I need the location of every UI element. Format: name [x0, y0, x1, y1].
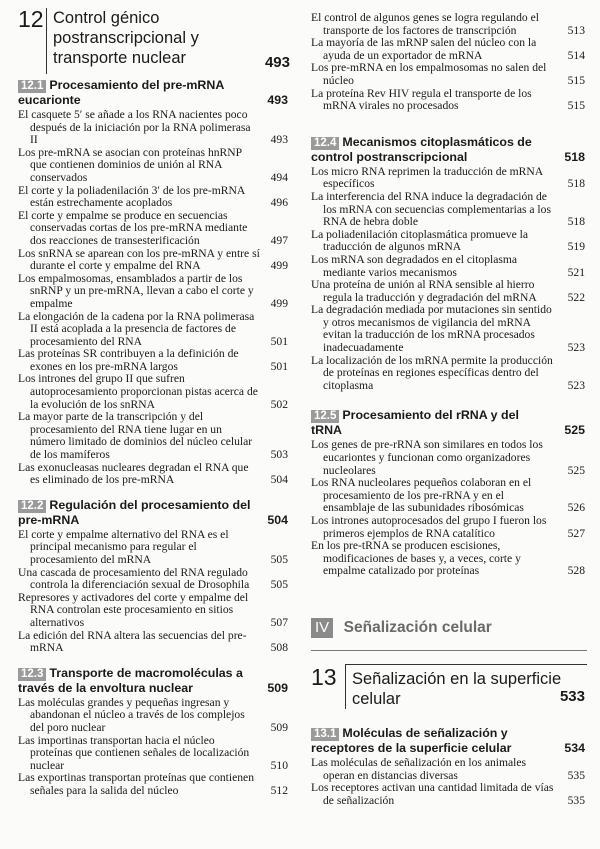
section-heading[interactable]	[18, 666, 290, 695]
toc-entry[interactable]	[18, 529, 290, 567]
entry-page-number: 504	[270, 473, 288, 487]
entry-text: La edición del RNA altera las secuencias del pre-mRNA	[18, 628, 247, 655]
toc-section	[311, 408, 587, 578]
entry-text: La mayoría de las mRNP salen del núcleo con la ayuda de un exportador de mRNA	[311, 36, 537, 62]
entry-text: Los snRNA se aparean con los pre-mRNA y entre sí durante el corte y empalme del RNA	[18, 246, 260, 273]
section-title: Mecanismos citoplasmáticos de control postranscripcional	[311, 134, 532, 164]
section-heading[interactable]	[18, 498, 290, 527]
toc-entry[interactable]	[311, 191, 587, 229]
chapter-page: 533	[559, 687, 585, 705]
toc-entry[interactable]	[18, 567, 290, 592]
entry-page-number: 526	[567, 501, 585, 515]
entry-text: Los mRNA son degradados en el citoplasma mediante varios mecanismos	[311, 252, 518, 279]
section-page-number: 518	[564, 149, 585, 164]
entry-page-number: 519	[567, 240, 585, 254]
toc-section	[18, 666, 290, 798]
toc-entry[interactable]	[18, 411, 290, 461]
section-page-number: 493	[267, 93, 288, 107]
chapter-number: 13	[311, 663, 337, 690]
section-heading[interactable]	[311, 135, 587, 164]
toc-entry[interactable]	[311, 439, 587, 477]
entry-text: Los RNA nucleolares pequeños colaboran en el procesamiento de los pre-rRNA y en el ensamblaje de las subunidades ribosómicas	[311, 476, 532, 515]
toc-entry[interactable]	[18, 373, 290, 411]
toc-entry[interactable]	[311, 62, 587, 87]
entry-page-number: 518	[567, 215, 585, 229]
entry-page-number: 503	[270, 448, 288, 462]
entry-page-number: 499	[270, 296, 288, 310]
chapter-title-line: Señalización en la superficie	[352, 669, 562, 688]
toc-entry[interactable]	[311, 782, 587, 807]
entry-list	[18, 109, 290, 487]
toc-entry[interactable]	[311, 477, 587, 515]
entry-page-number: 493	[270, 133, 288, 147]
entry-text: Las importinas transportan hacia el núcleo proteínas que contienen señales de localización nuclear	[18, 733, 250, 772]
part-title: Señalización celular	[343, 618, 492, 636]
chapter-13-heading	[311, 658, 587, 712]
entry-page-number: 535	[567, 768, 585, 782]
entry-page-number: 514	[567, 48, 585, 62]
entry-text: El casquete 5′ se añade a los RNA nacientes poco después de la iniciación por la RNA polimerasa II	[18, 108, 251, 147]
toc-entry[interactable]	[18, 273, 290, 311]
toc-entry[interactable]	[18, 348, 290, 373]
section-number-badge: 12.1	[18, 80, 46, 93]
entry-page-number: 513	[567, 23, 585, 37]
entry-text: La elongación de la cadena por la RNA polimerasa II está acoplada a la presencia de factores de procesamiento del RNA	[18, 309, 255, 348]
continued-entries	[311, 12, 587, 113]
toc-entry[interactable]	[311, 88, 587, 113]
toc-entry[interactable]	[18, 630, 290, 655]
toc-entry[interactable]	[311, 355, 587, 393]
toc-entry[interactable]	[311, 254, 587, 279]
toc-entry[interactable]	[18, 147, 290, 185]
entry-text: La interferencia del RNA induce la degradación de los mRNA con secuencias complementarias a los RNA de hebra doble	[311, 189, 551, 229]
entry-text: Las proteínas SR contribuyen a la definición de exones en los pre-mRNA largos	[18, 347, 239, 373]
entry-page-number: 528	[567, 564, 585, 578]
section-number-badge: 13.1	[311, 728, 339, 741]
entry-list	[18, 529, 290, 655]
entry-page-number: 508	[270, 641, 288, 655]
part-divider	[311, 650, 587, 651]
entry-text: En los pre-tRNA se producen escisiones, modificaciones de bases y, a veces, corte y empalme catalizado por proteínas	[311, 539, 521, 578]
entry-page-number: 525	[567, 463, 585, 477]
entry-list	[311, 439, 587, 578]
section-heading[interactable]	[18, 78, 290, 107]
entry-page-number: 527	[567, 526, 585, 540]
toc-section	[18, 498, 290, 655]
chapter-title-line: transporte nuclear	[53, 49, 186, 67]
entry-list	[311, 757, 587, 807]
entry-page-number: 515	[567, 73, 585, 87]
entry-page-number: 507	[270, 615, 288, 629]
toc-entry[interactable]	[18, 109, 290, 147]
entry-text: Los pre-mRNA se asocian con proteínas hnRNP que contienen dominios de unión al RNA conservados	[18, 145, 242, 184]
entry-page-number: 502	[270, 397, 288, 411]
entry-page-number: 535	[567, 793, 585, 807]
entry-text: Los receptores activan una cantidad limitada de vías de señalización	[311, 781, 554, 807]
section-title: Moléculas de señalización y receptores de la superficie celular	[311, 725, 512, 755]
entry-page-number: 496	[270, 196, 288, 210]
section-page-number: 534	[564, 740, 585, 755]
chapter-title-line: Control génico	[53, 9, 160, 27]
section-title: Transporte de macromoléculas a través de la envoltura nuclear	[18, 665, 243, 695]
toc-entry[interactable]	[311, 279, 587, 304]
entry-text: Una cascada de procesamiento del RNA regulado controla la diferenciación sexual de Drosophila	[18, 565, 250, 592]
section-title: Procesamiento del rRNA y del tRNA	[311, 408, 519, 438]
chapter-title	[46, 8, 268, 74]
section-number-badge: 12.2	[18, 500, 46, 513]
entry-page-number: 510	[270, 758, 288, 772]
entry-page-number: 499	[270, 259, 288, 273]
entry-page-number: 521	[567, 265, 585, 279]
toc-entry[interactable]	[311, 229, 587, 254]
toc-section	[311, 726, 587, 807]
entry-page-number: 505	[270, 553, 288, 566]
entry-text: Los genes de pre-rRNA son similares en todos los eucariontes y funcionan como organizadores nucleolares	[311, 438, 543, 477]
toc-entry[interactable]	[18, 210, 290, 248]
entry-text: El control de algunos genes se logra regulando el transporte de los factores de transcripción	[311, 11, 539, 37]
entry-page-number: 515	[567, 99, 585, 113]
toc-entry[interactable]	[311, 540, 587, 578]
entry-text: Los micro RNA reprimen la traducción de mRNA específicos	[311, 164, 543, 191]
entry-text: La localización de los mRNA permite la producción de proteínas en regiones específicas dentro del citoplasma	[311, 353, 553, 392]
part-4-heading	[311, 618, 587, 642]
toc-entry[interactable]	[18, 462, 290, 487]
chapter-12-heading	[18, 6, 290, 78]
toc-entry[interactable]	[311, 304, 587, 354]
section-page-number: 509	[267, 680, 288, 695]
entry-text: La mayor parte de la transcripción y del procesamiento del RNA tiene lugar en un número limitado de dominios del núcleo celular de los mamíferos	[18, 410, 253, 462]
entry-text: La proteína Rev HIV regula el transporte de los mRNA virales no procesados	[311, 86, 532, 113]
entry-text: El corte y la poliadenilación 3′ de los pre-mRNA están estrechamente acoplados	[18, 183, 245, 210]
entry-text: Los intrones autoprocesados del grupo I fueron los primeros ejemplos de RNA catalítico	[311, 514, 547, 540]
entry-text: Los pre-mRNA en los empalmosomas no salen del núcleo	[311, 61, 547, 87]
toc-entry[interactable]	[311, 166, 587, 191]
toc-entry[interactable]	[311, 515, 587, 540]
entry-text: El corte y empalme alternativo del RNA es el principal mecanismo para regular el procesamiento del mRNA	[18, 527, 229, 566]
entry-text: Represores y activadores del corte y empalme del RNA controlan este procesamiento en sitios alternativos	[18, 590, 249, 629]
entry-page-number: 512	[270, 783, 288, 797]
entry-page-number: 509	[270, 720, 288, 734]
chapter-title-line: postranscripcional y	[53, 29, 199, 47]
entry-text: Una proteína de unión al RNA sensible al hierro regula la traducción y degradación del mRNA	[311, 278, 537, 304]
entry-text: Los empalmosomas, ensamblados a partir de los snRNP y un pre-mRNA, llevan a cabo el corte y empalme	[18, 271, 254, 310]
toc-entry[interactable]	[311, 12, 587, 37]
toc-entry[interactable]	[311, 37, 587, 62]
entry-text: El corte y empalme se produce en secuencias conservadas cortas de los pre-mRNA mediante dos reacciones de transesterificación	[18, 208, 248, 247]
toc-entry[interactable]	[18, 185, 290, 210]
entry-list	[311, 166, 587, 393]
entry-text: Las moléculas de señalización en los animales operan en distancias diversas	[311, 755, 527, 782]
entry-text: Las exonucleasas nucleares degradan el RNA que es eliminado de los pre-mRNA	[18, 460, 249, 487]
toc-entry[interactable]	[18, 697, 290, 735]
entry-page-number: 523	[567, 341, 585, 355]
part-number: IV	[311, 618, 333, 638]
chapter-number: 12	[18, 6, 44, 32]
section-number-badge: 12.5	[311, 410, 339, 423]
toc-entry[interactable]	[18, 248, 290, 273]
section-title: Regulación del procesamiento del pre-mRNA	[18, 497, 251, 527]
section-title: Procesamiento del pre-mRNA eucarionte	[18, 78, 224, 107]
section-number-badge: 12.3	[18, 668, 46, 681]
left-column	[18, 0, 290, 798]
section-13-1	[311, 726, 587, 807]
entry-page-number: 518	[567, 177, 585, 191]
section-heading[interactable]	[311, 726, 587, 755]
entry-page-number: 505	[270, 578, 288, 592]
entry-page-number: 501	[270, 359, 288, 373]
entry-page-number: 497	[270, 233, 288, 247]
toc-entry[interactable]	[311, 757, 587, 782]
toc-entry[interactable]	[18, 772, 290, 797]
right-sections	[311, 135, 587, 578]
chapter-title	[345, 664, 587, 709]
toc-entry[interactable]	[18, 311, 290, 349]
entry-text: Las moléculas grandes y pequeñas ingresan y abandonan el núcleo a través de los complejos del poro nuclear	[18, 695, 245, 734]
entry-page-number: 501	[270, 334, 288, 348]
left-sections	[18, 78, 290, 798]
toc-entry[interactable]	[18, 592, 290, 630]
entry-text: Los intrones del grupo II que sufren autoprocesamiento proporcionan pistas acerca de la evolución de los snRNA	[18, 372, 258, 411]
chapter-title-line: celular	[352, 689, 401, 708]
toc-entry[interactable]	[18, 735, 290, 773]
section-page-number: 504	[267, 512, 288, 527]
section-heading[interactable]	[311, 408, 587, 437]
chapter-page: 493	[264, 54, 290, 71]
entry-page-number: 522	[567, 290, 585, 304]
entry-page-number: 494	[270, 170, 288, 184]
section-page-number: 525	[564, 423, 585, 438]
entry-text: Las exportinas transportan proteínas que contienen señales para la salida del núcleo	[18, 771, 254, 797]
toc-section	[311, 135, 587, 393]
right-column	[311, 0, 587, 807]
entry-list	[18, 697, 290, 798]
section-number-badge: 12.4	[311, 137, 339, 150]
entry-page-number: 523	[567, 378, 585, 392]
toc-section	[18, 78, 290, 487]
entry-text: La poliadenilación citoplasmática promueve la traducción de algunos mRNA	[311, 227, 528, 254]
entry-text: La degradación mediada por mutaciones sin sentido y otros mecanismos de vigilancia del mRNA evitan la traducción de los mRNA procesados inadecuadamente	[311, 303, 552, 355]
